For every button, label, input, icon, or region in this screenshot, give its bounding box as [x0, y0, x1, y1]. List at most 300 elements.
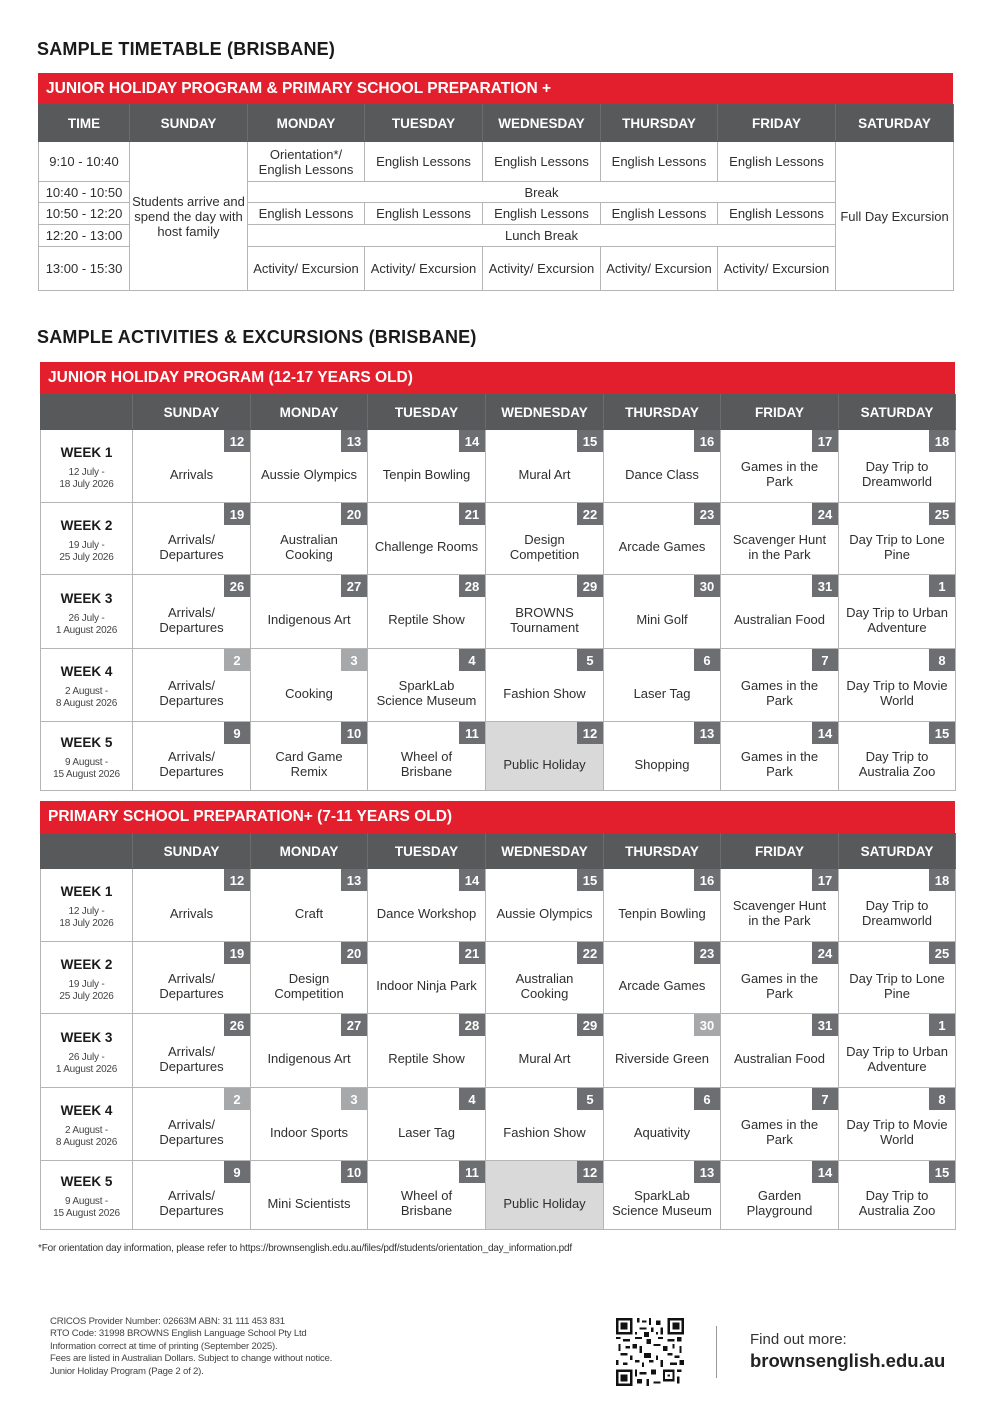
activity-cell-friday — [721, 1014, 839, 1088]
date-badge: 31 — [812, 1014, 838, 1036]
activity-label: Day Trip to Dreamworld — [861, 898, 933, 928]
activity-label: Games in the Park — [740, 459, 819, 489]
activity-cell-monday — [251, 1088, 368, 1161]
time-slot: 9:10 - 10:40 — [39, 142, 130, 182]
time-slot: 10:40 - 10:50 — [39, 182, 130, 203]
activity-label: Aussie Olympics — [260, 466, 358, 482]
activity-cell-tuesday — [368, 503, 486, 575]
activity-label: Arrivals/ Departures — [159, 1043, 224, 1074]
date-badge: 5 — [577, 1088, 603, 1110]
date-badge: 7 — [812, 1088, 838, 1110]
activity-cell-friday — [721, 649, 839, 722]
activity-cell-saturday — [839, 869, 956, 942]
date-badge: 21 — [459, 503, 485, 525]
activity-label: Arrivals/ Departures — [159, 678, 224, 708]
activity-label: Wheel of Brisbane — [400, 1188, 453, 1218]
activity-label: Arrivals/ Departures — [159, 970, 224, 1001]
date-badge: 20 — [341, 503, 367, 525]
activity-label: Fashion Show — [503, 1124, 586, 1140]
activity-label: Games in the Park — [740, 1117, 819, 1147]
activity-cell-sunday — [133, 503, 251, 575]
primary-header-row — [41, 834, 956, 869]
activity-cell-sunday — [133, 1014, 251, 1088]
activity-label: Indigenous Art — [267, 612, 351, 627]
activity-label: Cooking — [285, 685, 333, 701]
date-badge: 12 — [577, 1161, 603, 1183]
week-date-range: 9 August - 15 August 2026 — [53, 757, 120, 780]
activity-label: SparkLab Science Museum — [612, 1188, 712, 1218]
activity-label: Australian Food — [733, 612, 826, 627]
date-badge: 19 — [224, 503, 250, 525]
activity-cell-sunday — [133, 942, 251, 1014]
date-badge: 10 — [341, 722, 367, 744]
header-sunday: SUNDAY — [130, 105, 248, 142]
activity-label: Day Trip to Dreamworld — [861, 459, 933, 489]
header-saturday: SATURDAY — [839, 395, 956, 430]
activity-label: BROWNS Tournament — [510, 604, 579, 635]
date-badge: 13 — [341, 430, 367, 452]
date-badge: 23 — [694, 503, 720, 525]
date-badge: 16 — [694, 869, 720, 891]
activity-cell-tuesday — [368, 722, 486, 791]
activity-cell-thursday — [604, 503, 721, 575]
week-label: WEEK 1 — [60, 884, 113, 899]
activity-label: Dance Workshop — [376, 905, 477, 921]
activity-cell-sunday — [133, 1161, 251, 1230]
lunch-break-cell: Lunch Break — [248, 225, 836, 247]
activity-label: Fashion Show — [503, 685, 586, 701]
week-row — [41, 869, 956, 942]
activity-label: Scavenger Hunt in the Park — [732, 531, 827, 562]
activity-cell-thursday — [604, 430, 721, 503]
activity-label: Indigenous Art — [267, 1051, 351, 1066]
week-row — [41, 503, 956, 575]
week-label: WEEK 4 — [60, 1103, 113, 1118]
activity-cell-saturday — [839, 430, 956, 503]
week-label: WEEK 2 — [60, 956, 113, 972]
activity-cell-saturday — [839, 503, 956, 575]
activity-label: Arrivals/ Departures — [159, 749, 224, 779]
activity-label: Arrivals — [169, 466, 214, 482]
header-thursday: THURSDAY — [601, 105, 718, 142]
activity-cell-tuesday — [368, 869, 486, 942]
activity-label: Australian Cooking — [515, 970, 574, 1001]
activity-cell-thursday — [604, 575, 721, 649]
week-date-range: 12 July - 18 July 2026 — [59, 906, 114, 929]
date-badge: 14 — [812, 1161, 838, 1183]
activity-cell-saturday — [839, 722, 956, 791]
activity-label: Day Trip to Urban Adventure — [846, 604, 948, 635]
activity-label: Day Trip to Movie World — [846, 678, 948, 708]
activity-cell-saturday — [839, 942, 956, 1014]
week-row — [41, 575, 956, 649]
date-badge: 6 — [694, 1088, 720, 1110]
week-label-cell — [41, 430, 133, 503]
activity-label: Mural Art — [518, 466, 571, 482]
date-badge: 30 — [694, 575, 720, 597]
activity-cell: Activity/ Excursion — [248, 247, 365, 291]
date-badge: 18 — [929, 430, 955, 452]
header-tuesday: TUESDAY — [368, 395, 486, 430]
date-badge: 24 — [812, 503, 838, 525]
week-row — [41, 649, 956, 722]
activity-cell-wednesday — [486, 430, 604, 503]
week-label: WEEK 3 — [60, 590, 113, 606]
date-badge: 8 — [929, 1088, 955, 1110]
date-badge: 11 — [459, 1161, 485, 1183]
week-label-cell — [41, 503, 133, 575]
activity-label: Indoor Ninja Park — [376, 978, 477, 993]
activity-cell-thursday — [604, 942, 721, 1014]
activity-label: Arrivals/ Departures — [159, 1117, 224, 1147]
week-label: WEEK 2 — [60, 517, 113, 533]
date-badge: 26 — [224, 1014, 250, 1036]
activity-label: Design Competition — [509, 531, 580, 562]
activity-label: Laser Tag — [398, 1124, 455, 1140]
week-label: WEEK 1 — [60, 445, 113, 460]
date-badge: 2 — [224, 649, 250, 671]
date-badge: 28 — [459, 1014, 485, 1036]
break-cell: Break — [248, 182, 836, 203]
activity-cell-wednesday — [486, 1014, 604, 1088]
date-badge: 4 — [459, 649, 485, 671]
activity-label: Mural Art — [518, 1051, 571, 1066]
week-row — [41, 1014, 956, 1088]
sunday-arrival-cell: Students arrive and spend the day with host family — [130, 142, 248, 291]
date-badge: 15 — [929, 1161, 955, 1183]
activity-cell-thursday — [604, 869, 721, 942]
activity-cell: Activity/ Excursion — [483, 247, 601, 291]
activity-label: Design Competition — [274, 970, 344, 1001]
date-badge: 14 — [812, 722, 838, 744]
activity-label: Shopping — [634, 756, 690, 772]
date-badge: 3 — [341, 1088, 367, 1110]
activity-label: Aussie Olympics — [496, 905, 593, 921]
activity-cell-friday — [721, 503, 839, 575]
website-link[interactable]: brownsenglish.edu.au — [750, 1350, 946, 1371]
activities-title: SAMPLE ACTIVITIES & EXCURSIONS (BRISBANE) — [37, 327, 477, 347]
activity-label: Games in the Park — [740, 678, 819, 708]
activity-cell-thursday — [604, 1161, 721, 1230]
header-sunday: SUNDAY — [133, 834, 251, 869]
week-date-range: 2 August - 8 August 2026 — [55, 1125, 118, 1148]
date-badge: 12 — [577, 722, 603, 744]
date-badge: 29 — [577, 575, 603, 597]
week-date-range: 26 July - 1 August 2026 — [55, 1051, 118, 1075]
activity-label: Day Trip to Australia Zoo — [858, 749, 936, 779]
week-date-range: 12 July - 18 July 2026 — [59, 467, 114, 490]
date-badge: 17 — [812, 869, 838, 891]
activity-cell-saturday — [839, 649, 956, 722]
timetable-header-row — [39, 105, 954, 142]
activity-cell-thursday — [604, 1088, 721, 1161]
week-row — [41, 1161, 956, 1230]
activity-cell-tuesday — [368, 942, 486, 1014]
activity-cell-monday — [251, 1161, 368, 1230]
junior-activities-table — [40, 394, 956, 791]
saturday-excursion-cell: Full Day Excursion — [836, 142, 954, 291]
week-date-range: 19 July - 25 July 2026 — [59, 978, 114, 1002]
activity-cell-monday — [251, 649, 368, 722]
date-badge: 13 — [694, 722, 720, 744]
header-friday: FRIDAY — [718, 105, 836, 142]
date-badge: 31 — [812, 575, 838, 597]
activity-label: Day Trip to Australia Zoo — [858, 1188, 936, 1218]
activity-cell-wednesday — [486, 942, 604, 1014]
date-badge: 14 — [459, 430, 485, 452]
lesson-cell: English Lessons — [483, 203, 601, 225]
activity-cell: Activity/ Excursion — [718, 247, 836, 291]
date-badge: 14 — [459, 869, 485, 891]
activity-label: Aquativity — [633, 1124, 691, 1140]
activity-label: Mini Golf — [636, 612, 688, 627]
activity-cell-thursday — [604, 722, 721, 791]
lesson-cell: English Lessons — [365, 203, 483, 225]
activity-label: Garden Playground — [746, 1188, 813, 1218]
activity-cell-saturday — [839, 575, 956, 649]
date-badge: 19 — [224, 942, 250, 964]
week-row — [41, 942, 956, 1014]
activity-cell-thursday — [604, 649, 721, 722]
header-wednesday: WEDNESDAY — [483, 105, 601, 142]
date-badge: 10 — [341, 1161, 367, 1183]
activity-cell-monday — [251, 722, 368, 791]
date-badge: 24 — [812, 942, 838, 964]
week-row — [41, 1088, 956, 1161]
date-badge: 15 — [577, 869, 603, 891]
activity-cell-wednesday — [486, 722, 604, 791]
date-badge: 5 — [577, 649, 603, 671]
activity-cell-wednesday — [486, 1161, 604, 1230]
activity-label: Australian Cooking — [280, 531, 338, 562]
header-wednesday: WEDNESDAY — [486, 834, 604, 869]
footer-divider — [716, 1326, 717, 1378]
activity-label: Australian Food — [733, 1051, 826, 1066]
orientation-footnote: *For orientation day information, please refer to https://brownsenglish.edu.au/files/pdf/students/orientation_day_information.pdf — [38, 1243, 572, 1254]
activity-cell-tuesday — [368, 649, 486, 722]
date-badge: 9 — [224, 1161, 250, 1183]
header-friday: FRIDAY — [721, 395, 839, 430]
activity-cell-friday — [721, 575, 839, 649]
date-badge: 1 — [929, 1014, 955, 1036]
timetable-title: SAMPLE TIMETABLE (BRISBANE) — [37, 39, 336, 59]
activity-label: Tenpin Bowling — [382, 466, 471, 482]
date-badge: 9 — [224, 722, 250, 744]
week-date-range: 2 August - 8 August 2026 — [55, 686, 118, 709]
activity-cell-friday — [721, 1088, 839, 1161]
activity-label: Day Trip to Lone Pine — [849, 531, 945, 562]
date-badge: 12 — [224, 430, 250, 452]
week-row — [41, 722, 956, 791]
activity-label: Laser Tag — [633, 685, 691, 701]
activity-label: Riverside Green — [615, 1051, 709, 1066]
legal-info — [50, 1316, 332, 1378]
legal-line: Information correct at time of printing (September 2025). — [50, 1340, 278, 1352]
activity-label: Arrivals/ Departures — [159, 1188, 224, 1218]
activity-cell-monday — [251, 430, 368, 503]
activity-cell-monday — [251, 1014, 368, 1088]
activity-label: Dance Class — [625, 466, 699, 482]
header-friday: FRIDAY — [721, 834, 839, 869]
timetable-row — [39, 142, 954, 182]
date-badge: 7 — [812, 649, 838, 671]
legal-line: CRICOS Provider Number: 02663M ABN: 31 111 453 831 — [50, 1316, 285, 1327]
activity-cell: Activity/ Excursion — [365, 247, 483, 291]
date-badge: 15 — [577, 430, 603, 452]
activity-cell-monday — [251, 575, 368, 649]
activity-cell-sunday — [133, 430, 251, 503]
date-badge: 27 — [341, 1014, 367, 1036]
junior-program-bar: JUNIOR HOLIDAY PROGRAM (12-17 YEARS OLD) — [40, 362, 955, 394]
activity-cell-wednesday — [486, 649, 604, 722]
activity-cell-wednesday — [486, 869, 604, 942]
activity-cell-saturday — [839, 1161, 956, 1230]
header-blank — [41, 834, 133, 869]
activity-label: Card Game Remix — [275, 749, 343, 779]
activity-cell-monday — [251, 503, 368, 575]
activity-cell-friday — [721, 1161, 839, 1230]
date-badge: 30 — [694, 1014, 720, 1036]
find-out-more-label: Find out more: — [750, 1331, 847, 1348]
week-label-cell — [41, 722, 133, 791]
week-date-range: 9 August - 15 August 2026 — [53, 1196, 120, 1219]
qr-code-icon[interactable] — [616, 1318, 684, 1386]
activity-label: Day Trip to Urban Adventure — [846, 1043, 948, 1074]
week-label-cell — [41, 1161, 133, 1230]
activity-cell-friday — [721, 942, 839, 1014]
activity-label: Games in the Park — [740, 970, 819, 1001]
date-badge: 11 — [459, 722, 485, 744]
date-badge: 1 — [929, 575, 955, 597]
date-badge: 15 — [929, 722, 955, 744]
activity-cell-friday — [721, 722, 839, 791]
activity-cell-saturday — [839, 1088, 956, 1161]
lesson-cell: English Lessons — [718, 203, 836, 225]
activity-label: Reptile Show — [388, 1051, 465, 1066]
junior-header-row — [41, 395, 956, 430]
activity-label: Craft — [294, 905, 324, 921]
primary-activities-table — [40, 833, 956, 1230]
activity-label: Arrivals/ Departures — [159, 531, 224, 562]
activity-cell-monday — [251, 942, 368, 1014]
date-badge: 12 — [224, 869, 250, 891]
activity-label: Reptile Show — [388, 612, 465, 627]
lesson-cell: Orientation*/ English Lessons — [248, 142, 365, 182]
time-slot: 10:50 - 12:20 — [39, 203, 130, 225]
header-tuesday: TUESDAY — [368, 834, 486, 869]
lesson-cell: English Lessons — [483, 142, 601, 182]
activity-cell-tuesday — [368, 430, 486, 503]
week-label: WEEK 4 — [60, 664, 113, 679]
activity-cell-wednesday — [486, 1088, 604, 1161]
legal-line: Junior Holiday Program (Page 2 of 2). — [50, 1365, 204, 1377]
activity-label: Day Trip to Lone Pine — [849, 970, 945, 1001]
primary-program-bar: PRIMARY SCHOOL PREPARATION+ (7-11 YEARS OLD) — [40, 801, 955, 833]
activity-label: Games in the Park — [740, 749, 819, 779]
activity-cell-tuesday — [368, 1088, 486, 1161]
activity-label: Arrivals — [169, 905, 214, 921]
week-date-range: 19 July - 25 July 2026 — [59, 539, 114, 563]
lesson-cell: English Lessons — [601, 203, 718, 225]
date-badge: 2 — [224, 1088, 250, 1110]
activity-cell-sunday — [133, 869, 251, 942]
week-label-cell — [41, 869, 133, 942]
activity-label: Public Holiday — [503, 1195, 586, 1211]
activity-cell-saturday — [839, 1014, 956, 1088]
activity-label: Mini Scientists — [267, 1195, 351, 1211]
activity-cell-friday — [721, 430, 839, 503]
week-label: WEEK 3 — [60, 1029, 113, 1045]
header-blank — [41, 395, 133, 430]
lesson-cell: English Lessons — [248, 203, 365, 225]
legal-line: Fees are listed in Australian Dollars. Subject to change without notice. — [50, 1353, 333, 1365]
header-thursday: THURSDAY — [604, 834, 721, 869]
header-monday: MONDAY — [251, 834, 368, 869]
date-badge: 4 — [459, 1088, 485, 1110]
week-label: WEEK 5 — [60, 735, 113, 750]
week-label-cell — [41, 575, 133, 649]
date-badge: 29 — [577, 1014, 603, 1036]
lesson-cell: English Lessons — [601, 142, 718, 182]
date-badge: 13 — [694, 1161, 720, 1183]
week-label-cell — [41, 1014, 133, 1088]
date-badge: 8 — [929, 649, 955, 671]
header-saturday: SATURDAY — [839, 834, 956, 869]
activity-label: Indoor Sports — [269, 1124, 349, 1140]
date-badge: 26 — [224, 575, 250, 597]
legal-line: RTO Code: 31998 BROWNS English Language School Pty Ltd — [50, 1328, 307, 1340]
header-monday: MONDAY — [248, 105, 365, 142]
activity-label: Scavenger Hunt in the Park — [732, 898, 827, 928]
date-badge: 28 — [459, 575, 485, 597]
date-badge: 27 — [341, 575, 367, 597]
activity-cell-tuesday — [368, 575, 486, 649]
date-badge: 25 — [929, 503, 955, 525]
lesson-cell: English Lessons — [718, 142, 836, 182]
week-label-cell — [41, 1088, 133, 1161]
date-badge: 17 — [812, 430, 838, 452]
header-monday: MONDAY — [251, 395, 368, 430]
activity-cell-wednesday — [486, 575, 604, 649]
activity-label: Wheel of Brisbane — [400, 749, 453, 779]
header-tuesday: TUESDAY — [365, 105, 483, 142]
activity-cell: Activity/ Excursion — [601, 247, 718, 291]
header-sunday: SUNDAY — [133, 395, 251, 430]
date-badge: 23 — [694, 942, 720, 964]
week-label: WEEK 5 — [60, 1174, 113, 1189]
date-badge: 3 — [341, 649, 367, 671]
header-saturday: SATURDAY — [836, 105, 954, 142]
date-badge: 22 — [577, 942, 603, 964]
date-badge: 25 — [929, 942, 955, 964]
activity-label: Tenpin Bowling — [618, 905, 706, 921]
date-badge: 20 — [341, 942, 367, 964]
activity-label: Arcade Games — [618, 539, 706, 554]
activity-cell-tuesday — [368, 1161, 486, 1230]
week-row — [41, 430, 956, 503]
activity-cell-thursday — [604, 1014, 721, 1088]
date-badge: 13 — [341, 869, 367, 891]
activity-cell-sunday — [133, 722, 251, 791]
time-slot: 12:20 - 13:00 — [39, 225, 130, 247]
header-time: TIME — [39, 105, 130, 142]
date-badge: 16 — [694, 430, 720, 452]
activity-label: Arcade Games — [618, 978, 706, 993]
time-slot: 13:00 - 15:30 — [39, 247, 130, 291]
activity-label: Day Trip to Movie World — [846, 1117, 948, 1147]
date-badge: 6 — [694, 649, 720, 671]
header-wednesday: WEDNESDAY — [486, 395, 604, 430]
